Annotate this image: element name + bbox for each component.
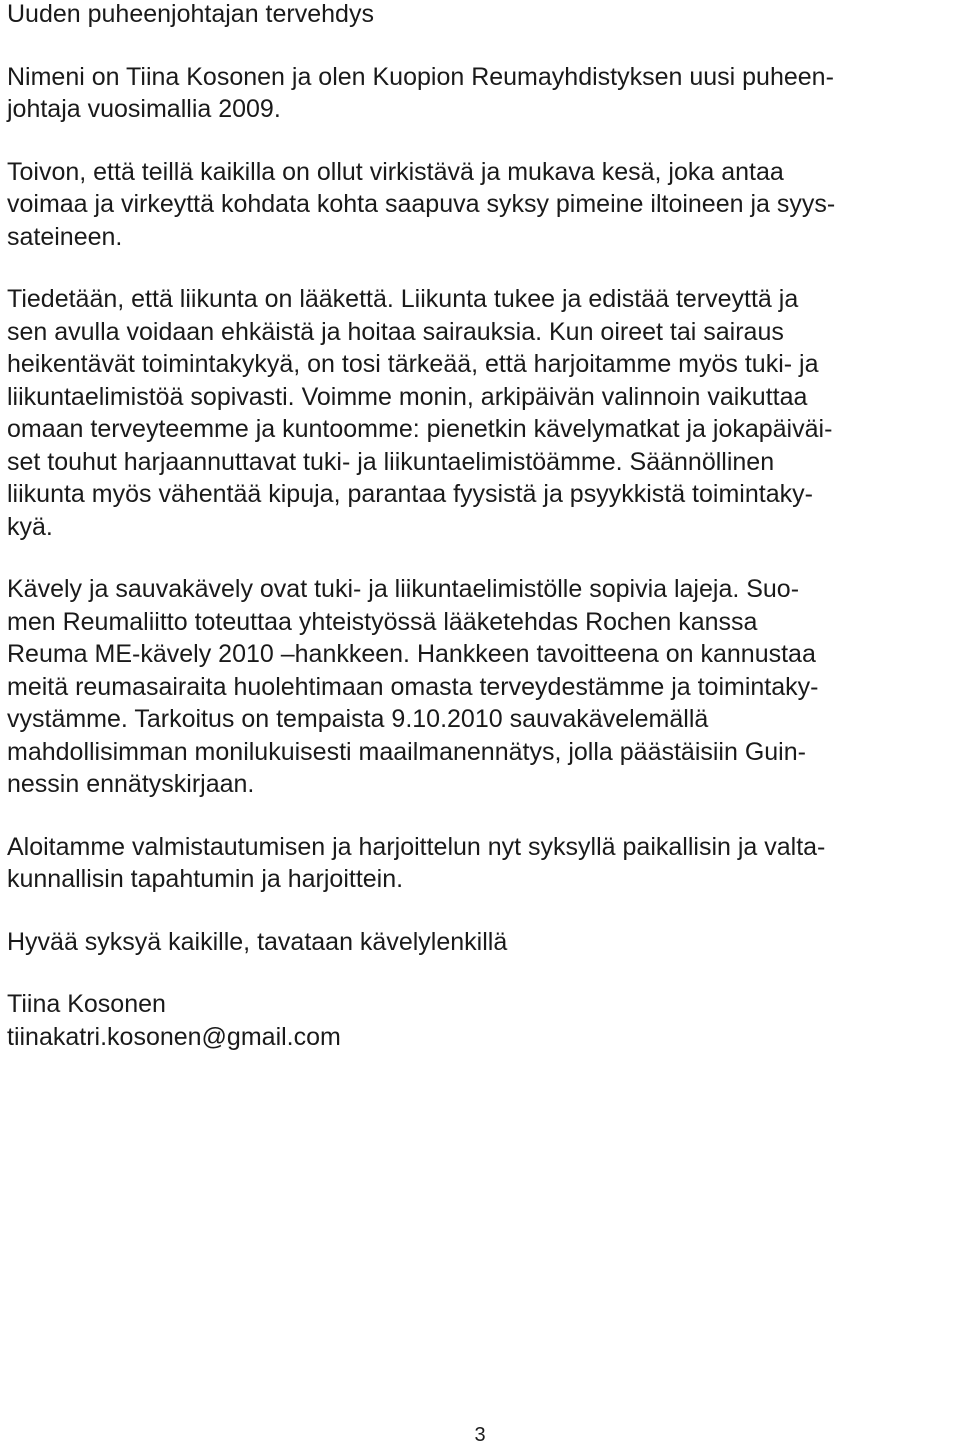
- text-line: Nimeni on Tiina Kosonen ja olen Kuopion Reumayhdistyksen uusi puheen-: [7, 62, 834, 91]
- paragraph-gap: [7, 253, 953, 283]
- text-line: Kävely ja sauvakävely ovat tuki- ja liikuntaelimistölle sopivia lajeja. Suo-: [7, 575, 800, 603]
- document-page: [7, 0, 953, 1053]
- text-line: johtaja vuosimallia 2009.: [7, 95, 281, 123]
- text-line: Hyvää syksyä kaikille, tavataan kävelylenkillä: [7, 927, 508, 956]
- text-line: Toivon, että teillä kaikilla on ollut virkistävä ja mukava kesä, joka antaa: [7, 157, 784, 186]
- text-line: set touhut harjaannuttavat tuki- ja liikuntaelimistöämme. Säännöllinen: [7, 447, 775, 476]
- text-line: kyä.: [7, 512, 53, 541]
- text-line: liikunta myös vähentää kipuja, parantaa fyysistä ja psyykkistä toimintaky-: [7, 480, 813, 508]
- paragraph-gap: [7, 543, 953, 573]
- signature-email: tiinakatri.kosonen@gmail.com: [7, 1022, 341, 1051]
- text-line: Tiedetään, että liikunta on lääkettä. Liikunta tukee ja edistää terveyttä ja: [7, 285, 799, 313]
- page-number: 3: [474, 1424, 486, 1446]
- text-line: vystämme. Tarkoitus on tempaista 9.10.2010 sauvakävelemällä: [7, 705, 709, 733]
- paragraph-gap: [7, 31, 953, 61]
- paragraph-gap: [7, 896, 953, 926]
- text-line: kunnallisin tapahtumin ja harjoittein.: [7, 865, 404, 893]
- text-line: Reuma ME-kävely 2010 –hankkeen. Hankkeen tavoitteena on kannustaa: [7, 640, 816, 668]
- text-line: Aloitamme valmistautumisen ja harjoittelun nyt syksyllä paikallisin ja valta-: [7, 832, 826, 861]
- paragraph-walking-project: [7, 573, 953, 801]
- text-line: meitä reumasairaita huolehtimaan omasta terveydestämme ja toimintaky-: [7, 672, 819, 701]
- text-line: liikuntaelimistöä sopivasti. Voimme monin, arkipäivän valinnoin vaikuttaa: [7, 382, 808, 411]
- paragraph-gap: [7, 958, 953, 988]
- text-line: nessin ennätyskirjaan.: [7, 770, 255, 798]
- paragraph-summer-greeting: [7, 156, 953, 254]
- document-title: Uuden puheenjohtajan tervehdys: [7, 0, 374, 28]
- paragraph-introduction: [7, 61, 953, 126]
- paragraph-closing: [7, 926, 953, 959]
- text-line: mahdollisimman monilukuisesti maailmanennätys, jolla päästäisiin Guin-: [7, 737, 806, 766]
- text-line: omaan terveyteemme ja kuntoomme: pienetkin kävelymatkat ja jokapäiväi-: [7, 415, 833, 443]
- text-line: voimaa ja virkeyttä kohdata kohta saapuva syksy pimeine iltoineen ja syys-: [7, 190, 836, 218]
- paragraph-gap: [7, 126, 953, 156]
- text-line: sateineen.: [7, 222, 123, 251]
- text-line: sen avulla voidaan ehkäistä ja hoitaa sairauksia. Kun oireet tai sairaus: [7, 317, 784, 346]
- paragraph-preparation: [7, 831, 953, 896]
- paragraph-gap: [7, 801, 953, 831]
- paragraph-exercise-benefits: [7, 283, 953, 543]
- text-line: heikentävät toimintakykyä, on tosi tärkeää, että harjoitamme myös tuki- ja: [7, 350, 819, 378]
- text-line: men Reumaliitto toteuttaa yhteistyössä lääketehdas Rochen kanssa: [7, 607, 758, 636]
- signature-name: Tiina Kosonen: [7, 990, 166, 1018]
- signature-block: [7, 988, 953, 1053]
